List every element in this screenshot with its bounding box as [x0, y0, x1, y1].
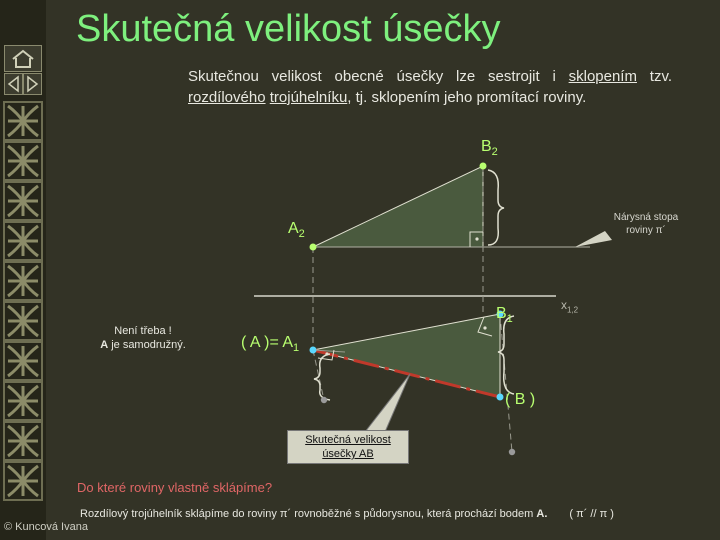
- intro-part: , tj. sklopením jeho promítací roviny.: [347, 89, 587, 106]
- intro-part: tzv.: [636, 68, 673, 85]
- label-axis: $x_{1,2}$: [561, 298, 579, 315]
- label-b-folded: ( B ): [505, 391, 536, 408]
- true-length-callout[interactable]: Skutečná velikost úsečky AB: [287, 430, 409, 464]
- right-angle-dot: [475, 237, 478, 240]
- true-length-callout-pointer: [365, 374, 410, 432]
- answer-text: Rozdílový trojúhelník sklápíme do roviny π´ rovnoběžné s půdorysnou, která prochází bodem A. ( π´ // π ): [80, 508, 614, 520]
- difference-triangle-front: [313, 166, 483, 247]
- slide-title: Skutečná velikost úsečky: [76, 8, 501, 50]
- difference-triangle-top: [313, 314, 500, 397]
- height-difference-brace: [488, 170, 504, 245]
- right-angle-dot: [483, 326, 486, 329]
- copyright: © Kuncová Ivana: [4, 521, 88, 533]
- trace-note: Nárysná stopa roviny π´: [613, 212, 679, 236]
- question-text: Do které roviny vlastně sklápíme?: [77, 480, 273, 495]
- link-rozdiloveho[interactable]: rozdílového: [188, 89, 266, 106]
- right-angle-dot: [325, 352, 328, 355]
- label-b2: $B_2$: [481, 138, 498, 159]
- point-a1: [310, 347, 317, 354]
- label-a2: $A_2$: [288, 220, 305, 241]
- point-a2: [310, 244, 317, 251]
- point-b-folded: [497, 394, 504, 401]
- label-a1: ( A )= $A_1$: [241, 334, 300, 355]
- intro-part: Skutečnou velikost obecné úsečky lze sestrojit i: [188, 68, 569, 85]
- link-trojuhelniku[interactable]: trojúhelníku: [269, 89, 348, 106]
- point-helper: [509, 449, 515, 455]
- link-sklopenim[interactable]: sklopením: [568, 68, 637, 85]
- point-helper: [321, 397, 327, 403]
- not-needed-line: Není třeba !: [114, 325, 172, 337]
- label-b1: $B_1$: [496, 305, 513, 326]
- not-needed-note: [83, 320, 203, 356]
- not-needed-line: A je samodružný.: [100, 339, 186, 351]
- point-b2: [480, 163, 487, 170]
- perpendicular-line: [500, 314, 512, 452]
